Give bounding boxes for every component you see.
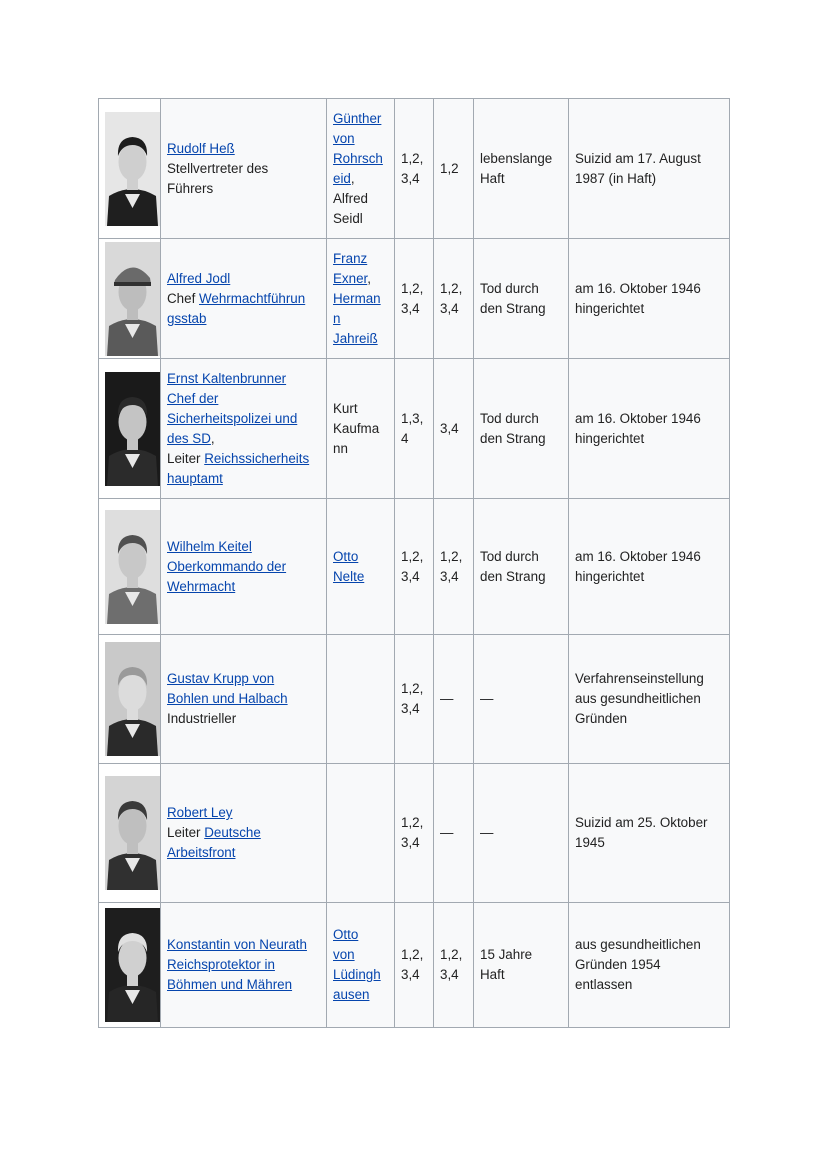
wiki-link[interactable]: Rohrsch (333, 150, 383, 166)
cell-line (167, 469, 320, 489)
wiki-link[interactable]: Herman (333, 290, 381, 306)
cell-line (167, 449, 320, 469)
cell-line: Gründen (575, 711, 628, 726)
cell-line (167, 309, 320, 329)
cell-line (167, 843, 320, 863)
wiki-link[interactable]: Robert Ley (167, 805, 233, 820)
cell-line (333, 109, 388, 129)
charges-cell (395, 764, 434, 903)
cell-line (333, 945, 388, 965)
cell-text: , (350, 170, 355, 186)
cell-line (333, 149, 388, 169)
cell-line: 3,4 (401, 568, 420, 584)
sentence-cell (474, 499, 569, 635)
guilty-cell (434, 764, 474, 903)
cell-line (333, 249, 388, 269)
portrait-photo-icon (105, 908, 160, 1022)
cell-line (333, 189, 388, 209)
wiki-link[interactable]: Wehrmacht (167, 578, 236, 594)
cell-text: Leiter (167, 450, 205, 466)
remark-cell (569, 903, 730, 1028)
wiki-link[interactable]: Wehrmachtführun (199, 290, 306, 306)
cell-line (167, 689, 320, 709)
cell-text: Chef (167, 290, 200, 306)
photo-cell (99, 359, 161, 499)
defender-cell (327, 239, 395, 359)
cell-line (333, 965, 388, 985)
cell-line: 1,2, (401, 150, 424, 166)
cell-line (167, 409, 320, 429)
cell-line (167, 159, 320, 179)
cell-line (167, 709, 320, 729)
cell-line: — (440, 691, 454, 706)
cell-line: — (480, 825, 494, 840)
remark-cell (569, 359, 730, 499)
wiki-link[interactable]: Konstantin von Neurath (167, 937, 307, 952)
cell-line: am 16. Oktober 1946 (575, 548, 701, 564)
cell-line (167, 823, 320, 843)
guilty-cell (434, 635, 474, 764)
wiki-link[interactable]: Sicherheitspolizei und (167, 410, 298, 426)
cell-line: 15 Jahre (480, 947, 533, 962)
portrait-photo-icon (105, 642, 160, 756)
portrait-photo-icon (105, 510, 160, 624)
wiki-link[interactable]: Deutsche (204, 825, 261, 840)
defendant-name-cell (161, 764, 327, 903)
cell-line: 3,4 (401, 967, 420, 982)
defendant-name-cell (161, 99, 327, 239)
cell-line: Suizid am 17. August (575, 150, 701, 166)
wiki-link[interactable]: hauptamt (167, 470, 223, 486)
defender-cell (327, 359, 395, 499)
cell-line (333, 419, 388, 439)
wiki-link[interactable]: Franz (333, 250, 368, 266)
guilty-cell (434, 99, 474, 239)
wiki-link[interactable]: Reichssicherheits (204, 450, 310, 466)
defender-cell (327, 635, 395, 764)
cell-line: — (480, 691, 494, 706)
remark-cell (569, 764, 730, 903)
table-row (99, 764, 730, 903)
cell-line: Haft (480, 967, 505, 982)
charges-cell (395, 635, 434, 764)
wiki-link[interactable]: Nelte (333, 568, 365, 584)
photo-cell (99, 499, 161, 635)
cell-text: Kurt (333, 400, 358, 416)
cell-line: 1,2, (440, 947, 463, 962)
wiki-link[interactable]: Jahreiß (333, 330, 378, 346)
wiki-link[interactable]: Reichsprotektor in (167, 957, 275, 972)
cell-line: 1,2, (401, 681, 424, 696)
cell-line (333, 169, 388, 189)
wiki-link[interactable]: eid (333, 170, 351, 186)
remark-cell (569, 635, 730, 764)
cell-line: hingerichtet (575, 430, 645, 446)
defendant-name-cell (161, 903, 327, 1028)
cell-line: am 16. Oktober 1946 (575, 280, 701, 296)
cell-line: 1,2, (440, 548, 463, 564)
charges-cell (395, 239, 434, 359)
cell-line: 3,4 (440, 420, 459, 436)
cell-line: Haft (480, 170, 505, 186)
portrait-photo-icon (105, 112, 160, 226)
cell-line (167, 369, 320, 389)
wiki-link[interactable]: Otto (333, 548, 359, 564)
cell-line: 1945 (575, 835, 605, 850)
cell-line: 1,2, (401, 815, 424, 830)
cell-line (333, 399, 388, 419)
cell-line: 4 (401, 430, 409, 446)
wiki-link[interactable]: ausen (333, 987, 370, 1002)
wiki-link[interactable]: des SD (167, 430, 211, 446)
cell-line: 1,2, (401, 548, 424, 564)
cell-line: Gründen 1954 (575, 957, 661, 972)
wiki-link[interactable]: Günther (333, 110, 382, 126)
charges-cell (395, 359, 434, 499)
defendants-table (98, 98, 730, 1028)
wiki-link[interactable]: Gustav Krupp von (167, 671, 275, 686)
cell-line: — (440, 825, 454, 840)
portrait-photo-icon (105, 372, 160, 486)
guilty-cell (434, 359, 474, 499)
cell-line (167, 429, 320, 449)
wiki-link[interactable]: Wilhelm Keitel (167, 538, 252, 554)
cell-line (333, 309, 388, 329)
cell-line: Verfahrenseinstellung (575, 671, 704, 686)
cell-line: 1987 (in Haft) (575, 170, 657, 186)
sentence-cell (474, 764, 569, 903)
cell-line (167, 669, 320, 689)
cell-text: , (367, 270, 371, 286)
defender-cell (327, 499, 395, 635)
cell-line: Tod durch (480, 410, 539, 426)
cell-line (167, 557, 320, 577)
cell-line (167, 803, 320, 823)
sentence-cell (474, 99, 569, 239)
cell-text: Kaufma (333, 420, 380, 436)
wiki-link[interactable]: Chef der (167, 390, 219, 406)
remark-cell (569, 239, 730, 359)
cell-line (333, 129, 388, 149)
cell-line (167, 975, 320, 995)
cell-line: Tod durch (480, 548, 539, 564)
cell-line: aus gesundheitlichen (575, 937, 701, 952)
portrait-photo-icon (105, 776, 160, 890)
cell-line (167, 139, 320, 159)
cell-line (167, 289, 320, 309)
table-row (99, 903, 730, 1028)
wiki-link[interactable]: Böhmen und Mähren (167, 977, 293, 992)
defendant-name-cell (161, 359, 327, 499)
defendant-name-cell (161, 499, 327, 635)
table-row (99, 239, 730, 359)
wiki-link[interactable]: Arbeitsfront (167, 845, 236, 860)
wiki-link[interactable]: von (333, 130, 355, 146)
sentence-cell (474, 903, 569, 1028)
sentence-cell (474, 239, 569, 359)
cell-text: Leiter (167, 825, 205, 840)
remark-cell (569, 99, 730, 239)
cell-text: Führers (167, 180, 214, 196)
cell-line (167, 269, 320, 289)
wiki-link[interactable]: Otto (333, 927, 359, 942)
cell-line: hingerichtet (575, 300, 645, 316)
cell-line: 1,3, (401, 410, 424, 426)
cell-line: 3,4 (401, 300, 420, 316)
cell-line: 3,4 (440, 300, 459, 316)
table-row (99, 635, 730, 764)
cell-line (333, 269, 388, 289)
cell-line: 3,4 (440, 568, 459, 584)
cell-line: den Strang (480, 300, 546, 316)
cell-text: Stellvertreter des (167, 160, 269, 176)
cell-line: lebenslange (480, 150, 553, 166)
cell-line: 3,4 (401, 701, 420, 716)
wiki-link[interactable]: Rudolf Heß (167, 140, 235, 156)
cell-text: , (210, 430, 215, 446)
cell-line: 1,2, (440, 280, 463, 296)
guilty-cell (434, 499, 474, 635)
wiki-link[interactable]: Ernst Kaltenbrunner (167, 370, 287, 386)
cell-line: 1,2 (440, 160, 459, 176)
cell-line: 3,4 (401, 835, 420, 850)
table-row (99, 499, 730, 635)
wiki-link[interactable]: Oberkommando der (167, 558, 287, 574)
cell-line (167, 955, 320, 975)
cell-line: 3,4 (440, 967, 459, 982)
table-row (99, 359, 730, 499)
cell-line: den Strang (480, 568, 546, 584)
defender-cell (327, 903, 395, 1028)
cell-line: aus gesundheitlichen (575, 691, 701, 706)
photo-cell (99, 99, 161, 239)
defender-cell (327, 764, 395, 903)
wiki-link[interactable]: gsstab (167, 310, 207, 326)
cell-line: 1,2, (401, 280, 424, 296)
portrait-photo-icon (105, 242, 160, 356)
photo-cell (99, 903, 161, 1028)
charges-cell (395, 903, 434, 1028)
cell-line (333, 439, 388, 459)
photo-cell (99, 635, 161, 764)
cell-text: Seidl (333, 210, 363, 226)
cell-line (167, 577, 320, 597)
wiki-link[interactable]: n (333, 310, 341, 326)
cell-line: 3,4 (401, 170, 420, 186)
table-body (99, 99, 730, 1028)
cell-line: hingerichtet (575, 568, 645, 584)
remark-cell (569, 499, 730, 635)
cell-line (333, 289, 388, 309)
cell-line (167, 389, 320, 409)
cell-line: am 16. Oktober 1946 (575, 410, 701, 426)
charges-cell (395, 499, 434, 635)
table-row (99, 99, 730, 239)
wiki-link[interactable]: Alfred Jodl (167, 270, 231, 286)
cell-line: Tod durch (480, 280, 539, 296)
cell-line (167, 179, 320, 199)
cell-line: Suizid am 25. Oktober (575, 815, 708, 830)
wiki-link[interactable]: Lüdingh (333, 967, 381, 982)
charges-cell (395, 99, 434, 239)
cell-line (333, 985, 388, 1005)
cell-line (333, 209, 388, 229)
cell-line: entlassen (575, 977, 633, 992)
defender-cell (327, 99, 395, 239)
cell-line (333, 547, 388, 567)
cell-text: Industrieller (167, 711, 237, 726)
photo-cell (99, 764, 161, 903)
guilty-cell (434, 239, 474, 359)
wiki-link[interactable]: von (333, 947, 355, 962)
cell-text: Alfred (333, 190, 368, 206)
cell-line (333, 925, 388, 945)
wiki-link[interactable]: Exner (333, 270, 368, 286)
defendant-name-cell (161, 635, 327, 764)
cell-text: nn (333, 440, 348, 456)
cell-line (333, 567, 388, 587)
wiki-link[interactable]: Bohlen und Halbach (167, 691, 288, 706)
guilty-cell (434, 903, 474, 1028)
cell-line: den Strang (480, 430, 546, 446)
cell-line (167, 935, 320, 955)
cell-line (167, 537, 320, 557)
sentence-cell (474, 359, 569, 499)
cell-line (333, 329, 388, 349)
defendant-name-cell (161, 239, 327, 359)
cell-line: 1,2, (401, 947, 424, 962)
photo-cell (99, 239, 161, 359)
sentence-cell (474, 635, 569, 764)
